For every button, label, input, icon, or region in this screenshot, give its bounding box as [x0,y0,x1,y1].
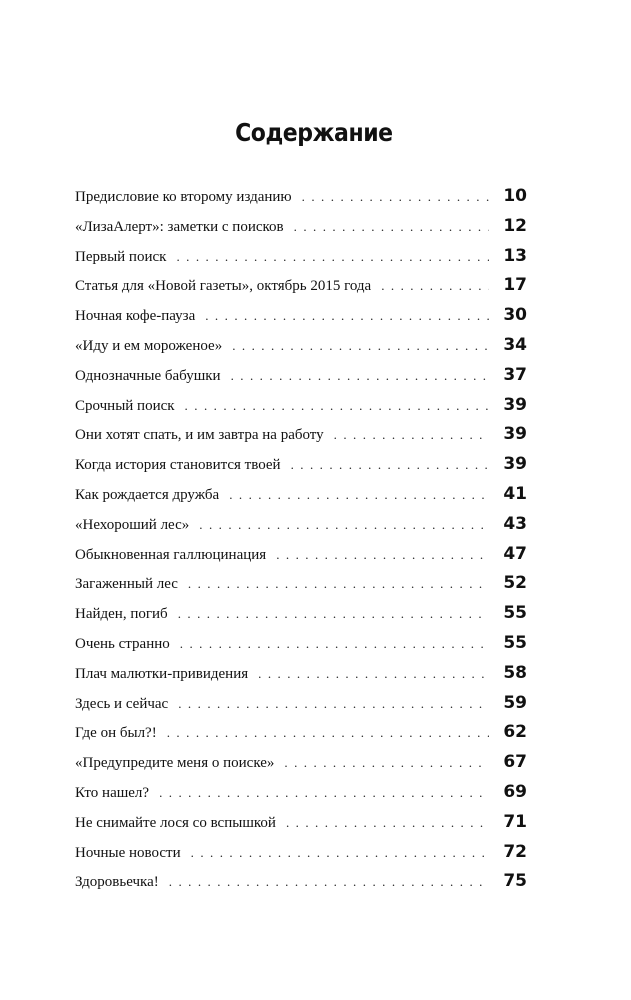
toc-entry-page-number: 43 [503,513,527,534]
toc-entry [75,689,527,719]
toc-entry-title: Здесь и сейчас [75,695,169,712]
dot-leader [302,182,489,212]
toc-entry [75,391,527,421]
toc-entry-page-number: 55 [503,632,527,653]
toc-entry-title: Первый поиск [75,248,167,265]
dot-leader [294,212,489,242]
dot-leader [258,659,489,689]
toc-entry [75,301,527,331]
dot-leader [180,629,489,659]
toc-entry-page-number: 12 [503,215,527,236]
toc-entry [75,629,527,659]
dot-leader [191,838,489,868]
toc-entry-title: «ЛизаАлерт»: заметки с поисков [75,218,284,235]
toc-entry-page-number: 71 [503,811,527,832]
dot-leader [291,450,489,480]
toc-entry-page-number: 39 [503,424,527,445]
toc-entry-title: Обыкновенная галлюцинация [75,546,267,563]
dot-leader [284,748,489,778]
toc-entry [75,450,527,480]
toc-entry-title: «Нехороший лес» [75,516,190,533]
toc-entry-page-number: 41 [503,483,527,504]
toc-entry-page-number: 13 [503,245,527,266]
toc-entry-title: Очень странно [75,635,170,652]
toc-entry [75,242,527,272]
dot-leader [231,361,489,391]
dot-leader [199,510,489,540]
toc-entry-title: Ночная кофе-пауза [75,308,196,325]
toc-entry [75,838,527,868]
toc-entry-title: Когда история становится твоей [75,457,281,474]
toc-entry-page-number: 17 [503,275,527,296]
toc-entry-title: Предисловие ко второму изданию [75,189,292,205]
toc-entry [75,659,527,689]
toc-entry [75,540,527,570]
dot-leader [167,718,489,748]
toc-entry-page-number: 34 [503,334,527,355]
dot-leader [334,420,489,450]
toc-entry-title: Не снимайте лося со вспышкой [75,814,276,831]
toc-entry-page-number: 75 [503,871,527,892]
toc-entry [75,420,527,450]
dot-leader [159,778,489,808]
toc-entry-title: «Иду и ем мороженое» [75,337,223,354]
toc-entry [75,808,527,838]
toc-entry [75,331,527,361]
toc-entry-title: Срочный поиск [75,397,175,414]
toc-entry-page-number: 39 [503,454,527,475]
dot-leader [205,301,489,331]
toc-entry [75,212,527,242]
toc-entry [75,748,527,778]
toc-entry [75,182,527,212]
toc-entry-page-number: 30 [503,305,527,326]
toc-entry-page-number: 72 [503,841,527,862]
toc-entry-title: Ночные новости [75,844,181,861]
toc-entry-page-number: 55 [503,603,527,624]
toc-entry [75,599,527,629]
dot-leader [178,599,489,629]
toc-entry-page-number: 67 [503,752,527,773]
dot-leader [229,480,489,510]
toc-entry-title: Здоровьечка! [75,874,159,891]
toc-entry-page-number: 10 [503,186,527,206]
toc-entry-title: Загаженный лес [75,576,178,593]
dot-leader [185,391,489,421]
dot-leader [232,331,489,361]
toc-entry-title: Кто нашел? [75,784,150,801]
toc-entry-title: Статья для «Новой газеты», октябрь 2015 года [75,278,372,295]
toc-entry-page-number: 58 [503,662,527,683]
toc-entry-title: «Предупредите меня о поиске» [75,755,275,772]
dot-leader [176,242,489,272]
dot-leader [169,867,489,897]
toc-entry [75,778,527,808]
dot-leader [276,540,489,570]
toc-entry-title: Где он был?! [75,725,157,742]
toc-entry-page-number: 52 [503,573,527,594]
toc-entry-page-number: 69 [503,781,527,802]
table-of-contents [75,182,527,897]
toc-entry [75,510,527,540]
toc-entry [75,867,527,897]
dot-leader [188,569,489,599]
dot-leader [381,271,489,301]
toc-entry-page-number: 59 [503,692,527,713]
toc-entry-title: Плач малютки-привидения [75,665,249,682]
toc-entry-page-number: 47 [503,543,527,564]
toc-entry-title: Они хотят спать, и им завтра на работу [75,427,324,444]
toc-entry [75,271,527,301]
page-title: Содержание [235,118,393,147]
dot-leader [178,689,489,719]
toc-entry-page-number: 39 [503,394,527,415]
toc-entry [75,480,527,510]
toc-entry-page-number: 37 [503,364,527,385]
dot-leader [286,808,489,838]
toc-entry [75,718,527,748]
toc-entry-title: Как рождается дружба [75,486,220,503]
toc-entry-title: Найден, погиб [75,606,168,623]
toc-entry-title: Однозначные бабушки [75,367,221,384]
toc-entry [75,569,527,599]
toc-entry-page-number: 62 [503,722,527,743]
toc-entry [75,361,527,391]
